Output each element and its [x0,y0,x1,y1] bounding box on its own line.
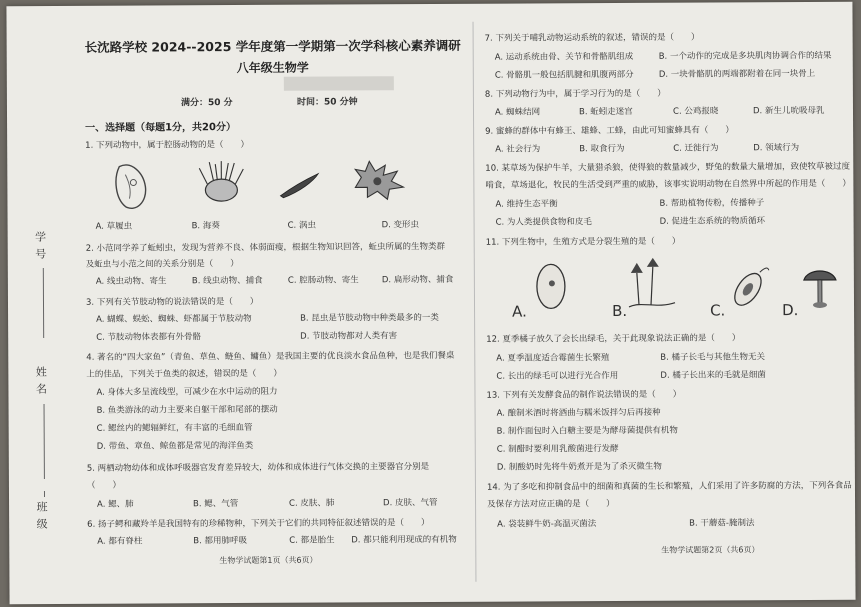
q11-label-b: B. [611,301,628,321]
sea-anemone-illustration [197,160,245,205]
q8-option-c: C. 公鸡报晓 [672,106,719,117]
amoeba-illustration [351,157,407,201]
q3-option-d: D. 节肢动物都对人类有害 [300,331,398,342]
q8-option-a: A. 蜘蛛结网 [494,107,541,118]
exam-title: 长沈路学校 2024--2025 学年度第一学期第一次学科核心素养调研 [84,37,461,55]
q2-stem-line2: 及蚯虫与小范之间的关系分别是（ ） [85,259,239,270]
q10-option-a: A. 维持生态平衡 [495,199,558,210]
q10-option-d: D. 促进生态系统的物质循环 [659,216,766,227]
q2-option-d: D. 扁形动物、捕食 [381,274,454,286]
q13-option-c: C. 制醋时要利用乳酸菌进行发酵 [496,444,619,455]
exam-subtitle: 八年级生物学 [236,60,309,76]
q10-stem-line1: 10. 某草场为保护牛羊，大量猎杀狼，使得狼的数量减少，野兔的数量大量增加，致使牧草被过度 [485,161,851,174]
q6-option-a: A. 都有脊柱 [97,536,143,547]
q9-option-c: C. 迁徙行为 [673,143,719,154]
time-label: 时间：50 分钟 [296,97,358,108]
q6-stem: 6. 扬子鳄和藏羚羊是我国特有的珍稀物种，下列关于它们的共同特征叙述错误的是（ ） [87,518,430,530]
q10-option-c: C. 为人类提供食物和皮毛 [495,217,592,228]
yeast-cell-illustration [534,261,568,311]
q2-stem-line1: 2. 小范同学养了蚯蚓虫，发现为营养不良、体弱面瘦，根据生物知识回答，蚯虫所属的生物类群 [85,241,446,254]
q9-option-b: B. 取食行为 [579,143,625,155]
q13-stem: 13. 下列有关发酵食品的制作说法错误的是（ ） [486,389,682,401]
q12-option-c: C. 长出的绿毛可以进行光合作用 [496,371,619,382]
q13-option-a: A. 酿制米酒时将酒曲与糯米饭拌匀后再接种 [496,407,661,419]
score-label: 满分：50 分 [180,98,233,109]
q14-option-a: A. 袋装鲜牛奶-高温灭菌法 [497,519,597,530]
exam-sheet [6,2,855,604]
mushroom-illustration [800,264,840,310]
class-line [44,491,45,497]
q6-option-d: D. 都只能利用现成的有机物 [351,534,457,546]
q5-stem-line1: 5. 两栖动物幼体和成体呼吸器官发育差异较大，幼体和成体进行气体交换的主要器官分别是 [86,462,430,474]
q3-stem: 3. 下列有关节肢动物的说法错误的是（ ） [85,296,259,308]
q1-option-c: C. 涡虫 [287,220,316,231]
q13-option-b: B. 制作面包时入白糖主要是为酵母菌提供有机物 [496,425,678,437]
q11-label-c: C. [709,301,726,320]
q6-option-c: C. 都是胎生 [289,535,335,546]
mold-illustration [625,257,679,313]
q14-option-b: B. 干蘑菇-腌制法 [689,518,755,529]
q9-option-a: A. 社会行为 [495,144,541,155]
q5-option-d: D. 皮肤、气管 [383,497,438,509]
q4-option-d: D. 带鱼、章鱼、鲸鱼都是常见的海洋鱼类 [96,440,254,452]
q1-option-b: B. 海葵 [191,221,220,232]
q12-stem: 12. 夏季橘子放久了会长出绿毛，关于此现象说法正确的是（ ） [486,333,741,345]
bacterium-illustration [726,264,770,310]
q7-option-d: D. 一块骨骼肌的两端都附着在同一块骨上 [658,68,816,80]
q5-stem-line2: （ ） [86,480,121,491]
q14-stem-line1: 14. 为了多吃和抑制食品中的细菌和真菌的生长和繁殖，人们采用了许多防腐的方法，下列各食品 [486,480,852,493]
q3-option-c: C. 节肢动物体表都有外骨骼 [96,332,202,343]
q1-option-a: A. 草履虫 [95,221,133,232]
q10-stem-line2: 啃食，草场退化，牧民的生活受到严重的威胁，该事实说明动物在自然界中所起的作用是（ ） [485,178,851,191]
name-label: 姓名 [34,366,48,401]
q7-stem: 7. 下列关于哺乳动物运动系统的叙述，错误的是（ ） [484,32,700,44]
q7-option-a: A. 运动系统由骨、关节和骨骼肌组成 [494,51,634,63]
student-id-line [43,268,44,338]
paramecium-illustration [111,158,151,210]
q4-stem-line2: 上的佳品，下列关于鱼类的叙述，错误的是（ ） [86,368,282,380]
q11-stem: 11. 下列生物中，生殖方式是分裂生殖的是（ ） [485,236,681,248]
q14-stem-line2: 及保存方法对应正确的是（ ） [487,499,615,510]
q12-option-d: D. 橘子长出来的毛就是细菌 [660,370,766,381]
column-divider [473,22,477,582]
q4-option-c: C. 鳃丝内的鳃辐鲜红，有丰富的毛细血管 [96,422,253,434]
q8-option-d: D. 新生儿吮吸母乳 [752,105,825,117]
q2-option-c: C. 腔肠动物、寄生 [287,275,359,286]
q9-stem: 9. 蜜蜂的群体中有蜂王、雄蜂、工蜂，由此可知蜜蜂具有（ ） [485,125,734,137]
redacted-area [284,76,394,91]
q8-stem: 8. 下列动物行为中，属于学习行为的是（ ） [484,88,666,100]
q3-option-a: A. 蝴蝶、蜈蚣、蜘蛛、虾都属于节肢动物 [96,313,252,325]
q13-option-d: D. 制酸奶时先将牛奶煮开是为了杀灭微生物 [496,461,662,473]
page-footer-right: 生物学试题第2页（共6页） [661,545,760,555]
q4-stem-line1: 4. 著名的“四大家鱼”（青鱼、草鱼、鲢鱼、鳙鱼）是我国主要的优良淡水食品鱼种，也是我们餐桌 [86,350,455,363]
q5-option-b: B. 鳃、气管 [193,499,239,510]
q4-option-b: B. 鱼类游泳的动力主要来自躯干部和尾部的摆动 [96,404,278,416]
q10-option-b: B. 帮助植物传粉，传播种子 [659,198,765,209]
binding-margin [6,6,79,604]
q5-option-c: C. 皮肤、肺 [289,498,335,509]
q12-option-b: B. 橘子长毛与其他生物无关 [660,352,766,363]
page-footer-left: 生物学试题第1页（共6页） [219,555,318,566]
q3-option-b: B. 昆虫是节肢动物中种类最多的一类 [300,312,439,324]
class-label: 班级 [35,501,49,536]
left-column [78,4,466,566]
planarian-illustration [277,170,321,200]
q5-option-a: A. 鳃、肺 [97,499,134,510]
q11-label-a: A. [511,302,527,321]
q1-stem: 1. 下列动物中，属于腔肠动物的是（ ） [85,139,250,151]
q4-option-a: A. 身体大多呈流线型，可减少在水中运动的阻力 [96,386,278,398]
name-line [44,404,45,479]
right-column [480,2,852,555]
q8-option-b: B. 蚯蚓走迷宫 [578,106,633,118]
q2-option-a: A. 线虫动物、寄生 [95,276,167,287]
q12-option-a: A. 夏季温度适合霉菌生长繁殖 [496,353,610,364]
q6-option-b: B. 都用肺呼吸 [193,535,248,547]
section-choice-heading: 一、选择题（每题1分，共20分） [85,122,236,134]
q1-option-d: D. 变形虫 [381,220,420,231]
q11-label-d: D. [781,301,799,320]
q2-option-b: B. 线虫动物、捕食 [191,275,263,287]
q7-option-b: B. 一个动作的完成是多块肌肉协调合作的结果 [658,50,832,62]
q9-option-d: D. 领域行为 [753,143,800,154]
student-id-label: 学号 [33,231,47,266]
q7-option-c: C. 骨骼肌一般包括肌腱和肌腹两部分 [494,69,634,81]
